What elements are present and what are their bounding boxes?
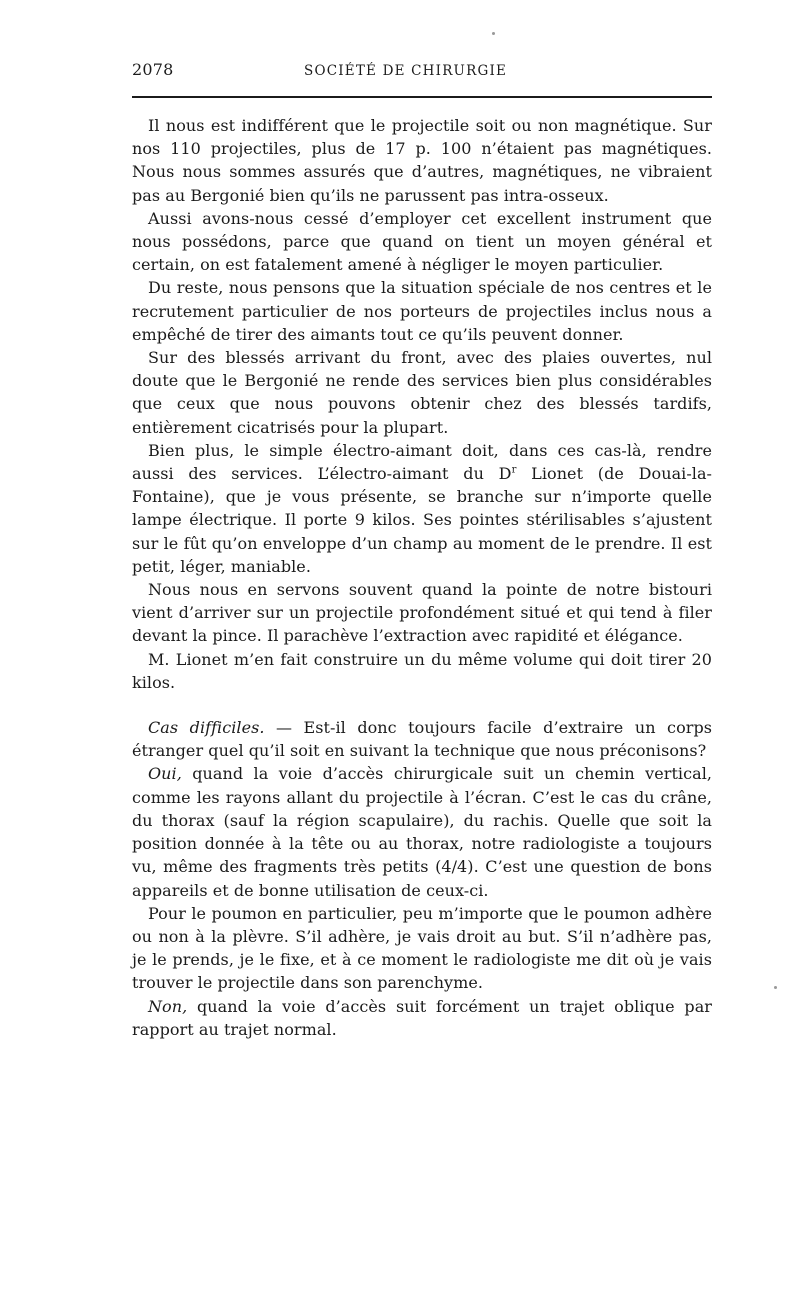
paragraph-instrument: Aussi avons-nous cessé d’employer cet excellent instrument que nous possédons, parce que quand on tient un moyen général et certain, on est fatalement amené à négliger le moyen particulier.: [132, 208, 712, 275]
paragraph-difficult-cases: [132, 716, 712, 762]
paragraph-electromagnet: [132, 439, 712, 578]
electromagnet-text-start: Bien plus, le simple électro-aimant doit, dans ces cas-là, rendre aussi des services. L’électro-aimant du D: [132, 440, 712, 484]
book-page: [132, 58, 712, 1041]
page-header: [132, 58, 712, 88]
paragraph-centres: Du reste, nous pensons que la situation spéciale de nos centres et le recrutement particulier de nos porteurs de projectiles inclus nous a empêché de tirer des aimants tout ce qu’ils peuvent donner.: [132, 278, 712, 344]
scan-speck: [774, 986, 777, 989]
non-lead: Non,: [148, 996, 188, 1016]
paragraph-lionet: M. Lionet m’en fait construire un du même volume qui doit tirer 20 kilos.: [132, 649, 712, 692]
oui-text: quand la voie d’accès chirurgicale suit un chemin vertical, comme les rayons allant du projectile à l’écran. C’est le cas du crâne, du thorax (sauf la région scapulaire), du rachis. Quelle que soit la position donnée à la tête ou au thorax, notre radiologiste a toujours vu, même des fragments très petits (4/4). C’est une question de bons appareils et de bonne utilisation de ceux-ci.: [132, 764, 712, 900]
header-rule: [132, 96, 712, 98]
paragraph-front-wounded: Sur des blessés arrivant du front, avec des plaies ouvertes, nul doute que le Bergonié ne rende des services bien plus considérables que ceux que nous pouvons obtenir chez des blessés tardifs, entièrement cicatrisés pour la plupart.: [132, 348, 712, 437]
electromagnet-text-end: Lionet (de Douai-la-Fontaine), que je vous présente, se branche sur n’importe quelle lampe électrique. Il porte 9 kilos. Ses pointes stérilisables s’ajustent sur le fût qu’on enveloppe d’un champ au moment de le prendre. Il est petit, léger, maniable.: [132, 464, 713, 576]
page-number: 2078: [132, 60, 174, 79]
running-head: SOCIÉTÉ DE CHIRURGIE: [304, 63, 508, 79]
section-gap: [132, 694, 712, 716]
difficult-cases-text: — Est-il donc toujours facile d’extraire un corps étranger quel qu’il soit en suivant la technique que nous préconisons?: [132, 718, 712, 761]
paragraph-lung: Pour le poumon en particulier, peu m’importe que le poumon adhère ou non à la plèvre. S’il adhère, je vais droit au but. S’il n’adhère pas, je le prends, je le fixe, et à ce moment le radiologiste me dit où je vais trouver le projectile dans son parenchyme.: [132, 903, 712, 993]
paragraph-magnetic: Il nous est indifférent que le projectile soit ou non magnétique. Sur nos 110 projectiles, plus de 17 p. 100 n’étaient pas magnétiques. Nous nous sommes assurés que d’autres, magnétiques, ne vibraient pas au Bergonié bien qu’ils ne parussent pas intra-osseux.: [132, 116, 712, 205]
paragraph-oui: [132, 762, 712, 901]
oui-lead: Oui,: [148, 764, 182, 784]
non-text: quand la voie d’accès suit forcément un trajet oblique par rapport au trajet normal.: [132, 996, 712, 1039]
paragraph-non: [132, 995, 712, 1041]
paragraph-bistoury: Nous nous en servons souvent quand la pointe de notre bistouri vient d’arriver sur un projectile profondément situé et qui tend à filer devant la pince. Il parachève l’extraction avec rapidité et élégance.: [132, 580, 712, 646]
doctor-abbrev-superscript: r: [511, 464, 517, 476]
scan-speck: [492, 32, 495, 35]
difficult-cases-heading: Cas difficiles.: [148, 718, 265, 738]
page-body: [132, 114, 712, 1041]
